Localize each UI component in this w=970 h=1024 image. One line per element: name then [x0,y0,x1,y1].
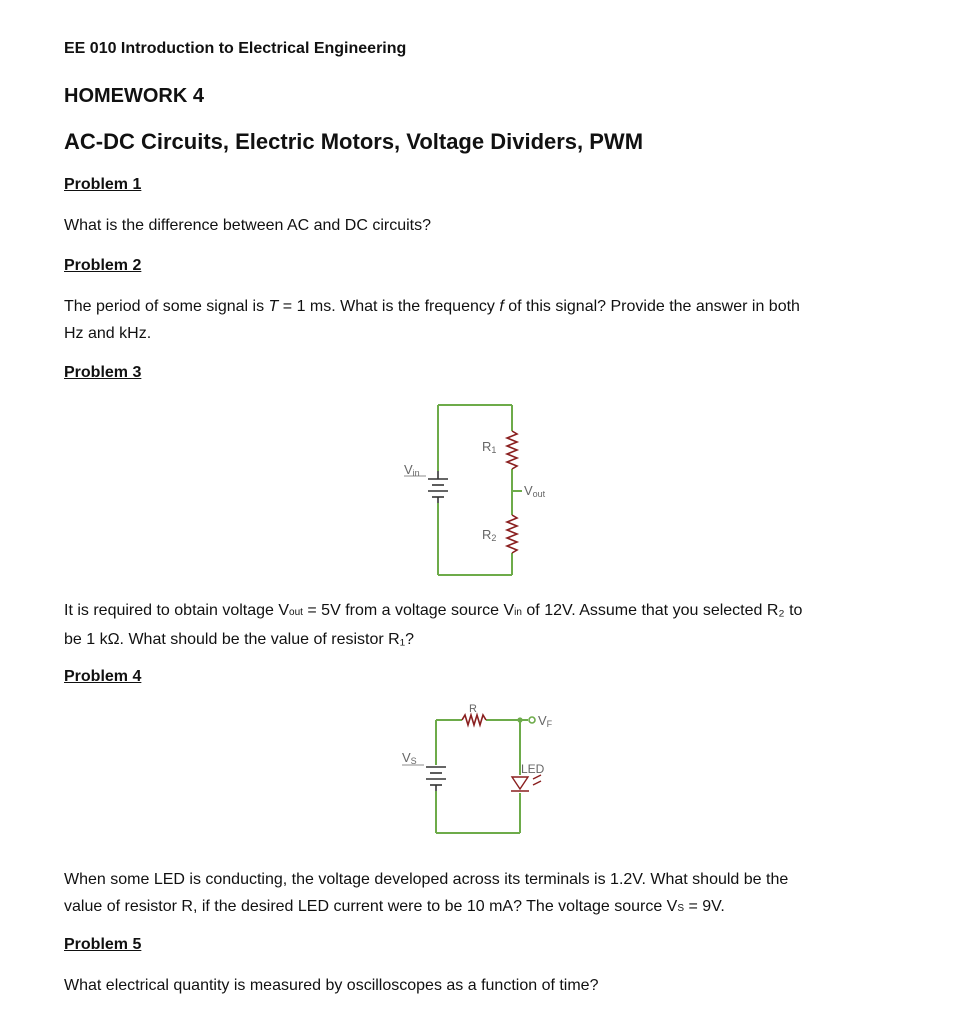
problem-2-text: The period of some signal is T = 1 ms. What is the frequency f of this signal? Provide the answer in both Hz and kHz. [64,298,800,342]
node-vf [517,717,522,722]
problem-3-text: It is required to obtain voltage Vout = 5V from a voltage source Vin of 12V. Assume that you selected R₂ to be 1 kΩ. What should be the value of resistor R₁? [64,602,803,648]
problem-5-text: What electrical quantity is measured by oscilloscopes as a function of time? [64,977,599,994]
led-symbol [511,775,541,791]
resistor-r2 [507,515,517,553]
problem-4-heading: Problem 4 [64,668,142,685]
terminal-vf [529,717,535,723]
label-r1: R1 [482,439,497,455]
problem-3-heading: Problem 3 [64,364,142,381]
label-r: R [469,703,477,715]
problem-2-heading: Problem 2 [64,257,142,274]
led-circuit-diagram [390,695,590,845]
resistor-r [462,715,486,725]
course-title: EE 010 Introduction to Electrical Engineering [64,40,407,57]
label-led: LED [521,762,545,776]
battery-vin [428,471,448,503]
label-r2: R2 [482,527,497,543]
problem-1-text: What is the difference between AC and DC circuits? [64,217,431,234]
homework-title: HOMEWORK 4 [64,85,204,107]
label-vin: Vin [404,462,420,478]
label-vf: VF [538,713,553,729]
voltage-divider-diagram [390,395,590,585]
divider-wires [438,405,522,575]
problem-5-heading: Problem 5 [64,936,142,953]
label-vs: VS [402,750,417,766]
resistor-r1 [507,431,517,469]
label-vout: Vout [524,483,546,499]
problem-1-heading: Problem 1 [64,176,142,193]
problem-4-text: When some LED is conducting, the voltage developed across its terminals is 1.2V. What should be the value of resistor R, if the desired LED current were to be 10 mA? The voltage source VS = 9V. [64,871,789,915]
topic-title: AC-DC Circuits, Electric Motors, Voltage Dividers, PWM [64,129,644,154]
battery-vs [426,767,446,791]
